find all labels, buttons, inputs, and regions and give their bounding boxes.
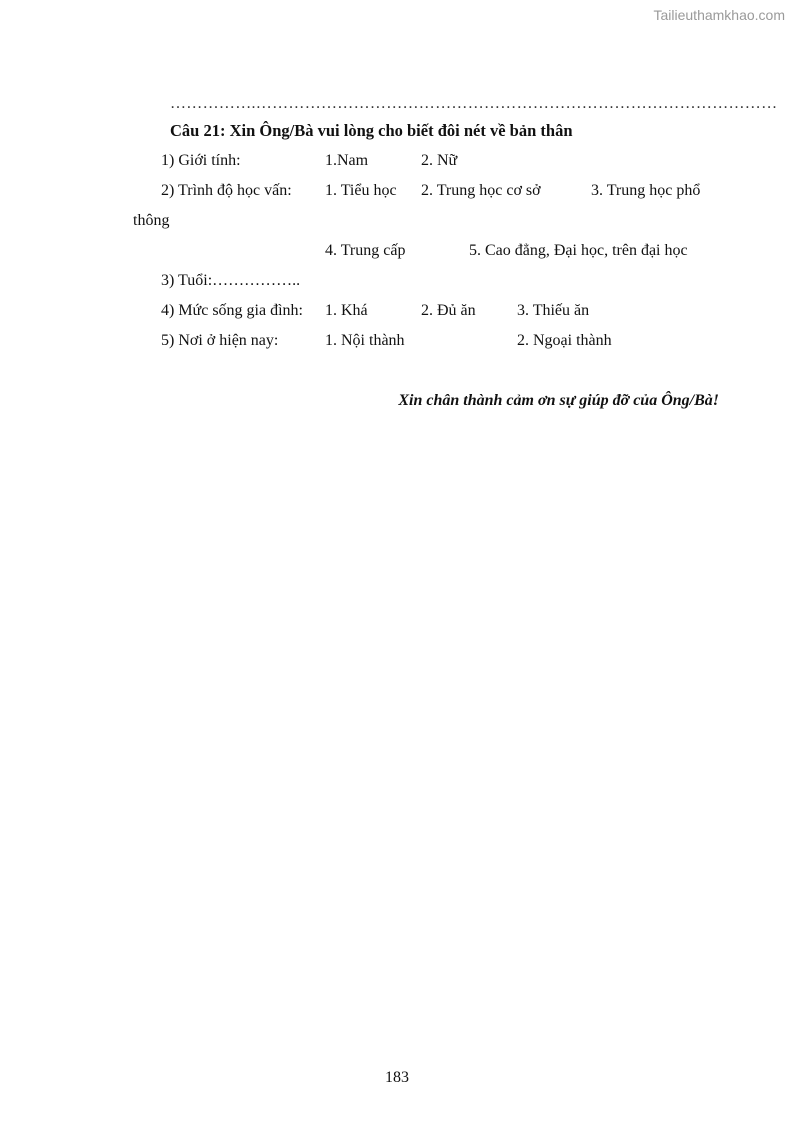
residence-option-urban: 1. Nội thành xyxy=(325,332,405,349)
education-option-intermediate: 4. Trung cấp xyxy=(325,242,406,259)
education-option-upper-secondary: 3. Trung học phổ xyxy=(591,182,701,199)
residence-option-suburban: 2. Ngoại thành xyxy=(517,332,612,349)
thank-you-note: Xin chân thành cảm ơn sự giúp đỡ của Ông/Bà! xyxy=(398,392,719,409)
page-number: 183 xyxy=(385,1069,409,1086)
residence-label: 5) Nơi ở hiện nay: xyxy=(161,332,279,349)
age-label: 3) Tuổi:…………….. xyxy=(161,272,301,289)
living-option-sufficient: 2. Đủ ăn xyxy=(421,302,476,319)
watermark: Tailieuthamkhao.com xyxy=(653,7,785,23)
education-option-wrap: thông xyxy=(133,212,170,229)
education-option-lower-secondary: 2. Trung học cơ sở xyxy=(421,182,541,199)
question-title: Câu 21: Xin Ông/Bà vui lòng cho biết đôi nét về bản thân xyxy=(170,121,573,140)
gender-label: 1) Giới tính: xyxy=(161,152,241,169)
gender-option-female: 2. Nữ xyxy=(421,152,458,169)
education-option-primary: 1. Tiểu học xyxy=(325,182,397,199)
education-label: 2) Trình độ học vấn: xyxy=(161,182,292,199)
gender-option-male: 1.Nam xyxy=(325,152,369,169)
dotted-answer-line: …………….…………………………………………………………………………………… xyxy=(170,95,778,112)
living-label: 4) Mức sống gia đình: xyxy=(161,302,303,319)
education-option-college: 5. Cao đẳng, Đại học, trên đại học xyxy=(469,242,688,259)
living-option-good: 1. Khá xyxy=(325,302,368,319)
living-option-poor: 3. Thiếu ăn xyxy=(517,302,590,319)
